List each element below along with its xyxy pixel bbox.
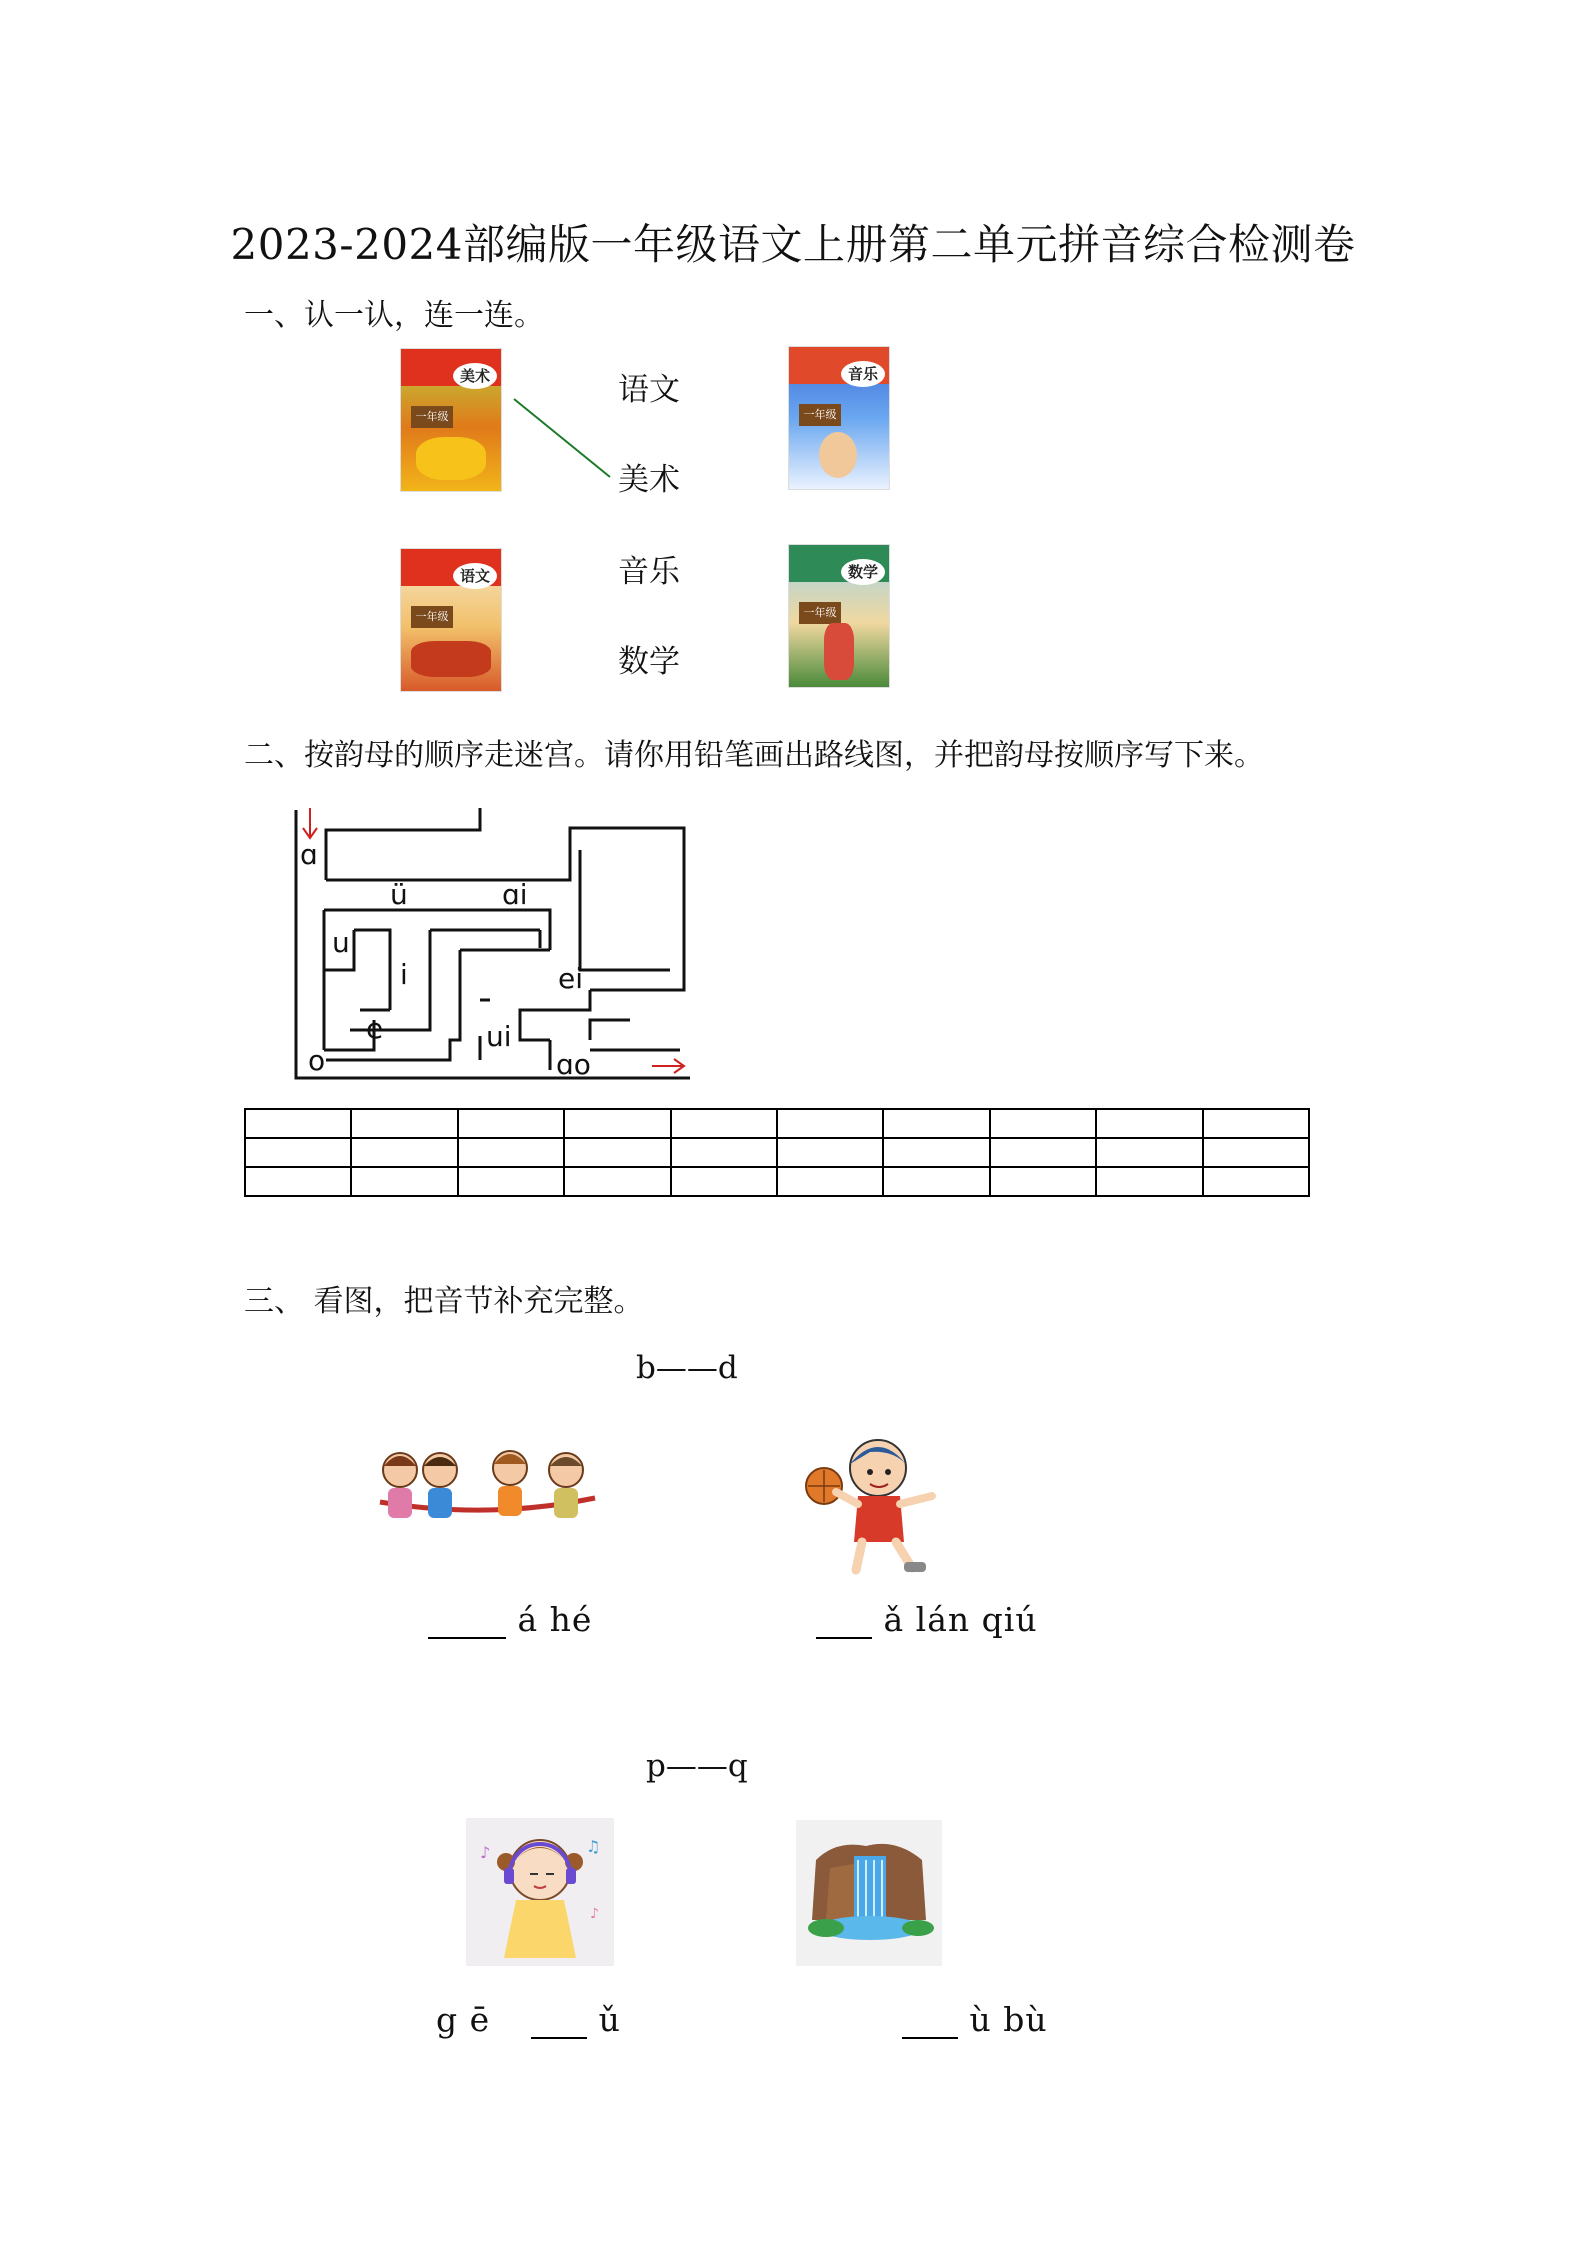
syllable-text: ǔ [598, 2000, 621, 2039]
book-title: 美术 [453, 363, 497, 389]
grid-cell[interactable] [990, 1138, 1096, 1167]
section3-heading: 三、 看图，把音节补充完整。 [244, 1284, 644, 1319]
grid-row [245, 1167, 1309, 1196]
syllable-item-4 [902, 2000, 1048, 2039]
word-yuwen: 语文 [618, 372, 680, 408]
svg-text:♪: ♪ [590, 1906, 599, 1922]
connecting-line [510, 395, 620, 485]
grid-cell[interactable] [1203, 1109, 1309, 1138]
book-title: 数学 [841, 559, 885, 585]
syllable-item-2 [816, 1600, 1038, 1639]
grid-cell[interactable] [351, 1138, 457, 1167]
syllable-prefix: g ē [436, 2000, 491, 2039]
grid-cell[interactable] [990, 1167, 1096, 1196]
word-meishu: 美术 [618, 462, 680, 498]
grid-cell[interactable] [351, 1167, 457, 1196]
maze-label: ɑ [300, 838, 318, 871]
book-cover-yuwen [400, 548, 502, 692]
book-grade: 一年级 [799, 404, 841, 426]
maze-label: ui [486, 1020, 512, 1053]
letter-pair-pq: p——q [646, 1748, 748, 1784]
fill-blank[interactable] [902, 2009, 958, 2039]
section2-heading: 二、按韵母的顺序走迷宫。请你用铅笔画出路线图，并把韵母按顺序写下来。 [244, 738, 1264, 773]
syllable-item-1 [428, 1600, 592, 1639]
letter-pair-bd: b——d [636, 1350, 738, 1386]
book-cover-meishu [400, 348, 502, 492]
section1-heading: 一、认一认，连一连。 [244, 298, 544, 333]
svg-text:♫: ♫ [586, 1837, 601, 1856]
maze [290, 800, 690, 1090]
grid-cell[interactable] [671, 1167, 777, 1196]
tug-of-war-illustration [370, 1440, 600, 1540]
fill-blank[interactable] [816, 1609, 872, 1639]
book-cover-yinyue [788, 346, 890, 490]
grid-cell[interactable] [245, 1167, 351, 1196]
book-grade: 一年级 [799, 602, 841, 624]
grid-cell[interactable] [458, 1167, 564, 1196]
maze-label: ɑi [502, 878, 528, 911]
grid-cell[interactable] [564, 1109, 670, 1138]
word-yinyue: 音乐 [618, 554, 680, 590]
basketball-boy-illustration [800, 1430, 940, 1578]
grid-cell[interactable] [245, 1138, 351, 1167]
fill-blank[interactable] [428, 1609, 506, 1639]
book-grade: 一年级 [411, 606, 453, 628]
book-grade: 一年级 [411, 406, 453, 428]
grid-cell[interactable] [777, 1138, 883, 1167]
grid-cell[interactable] [990, 1109, 1096, 1138]
word-shuxue: 数学 [618, 644, 680, 680]
maze-label: ü [390, 878, 408, 911]
grid-cell[interactable] [458, 1138, 564, 1167]
grid-row [245, 1109, 1309, 1138]
maze-label: i [400, 958, 408, 991]
waterfall-illustration [796, 1820, 942, 1966]
fill-blank[interactable] [531, 2009, 587, 2039]
grid-cell[interactable] [351, 1109, 457, 1138]
answer-grid [244, 1108, 1310, 1197]
maze-label: ei [558, 962, 584, 995]
syllable-item-3 [436, 2000, 621, 2039]
grid-cell[interactable] [1096, 1109, 1202, 1138]
maze-label: o [308, 1044, 326, 1077]
svg-text:♪: ♪ [480, 1843, 491, 1862]
maze-label: u [332, 926, 350, 959]
maze-label: ɑo [556, 1048, 591, 1081]
maze-label: e [366, 1012, 384, 1045]
grid-row [245, 1138, 1309, 1167]
syllable-text: ǎ lán qiú [883, 1600, 1038, 1639]
grid-cell[interactable] [1203, 1138, 1309, 1167]
grid-cell[interactable] [458, 1109, 564, 1138]
syllable-text: á hé [517, 1600, 593, 1639]
grid-cell[interactable] [245, 1109, 351, 1138]
grid-cell[interactable] [1096, 1138, 1202, 1167]
grid-cell[interactable] [671, 1109, 777, 1138]
book-cover-shuxue [788, 544, 890, 688]
grid-cell[interactable] [883, 1138, 989, 1167]
grid-cell[interactable] [883, 1109, 989, 1138]
grid-cell[interactable] [777, 1167, 883, 1196]
girl-singing-illustration [466, 1818, 614, 1966]
book-title: 语文 [453, 563, 497, 589]
grid-cell[interactable] [777, 1109, 883, 1138]
grid-cell[interactable] [564, 1138, 670, 1167]
grid-cell[interactable] [671, 1138, 777, 1167]
grid-cell[interactable] [1203, 1167, 1309, 1196]
book-title: 音乐 [841, 361, 885, 387]
grid-cell[interactable] [883, 1167, 989, 1196]
grid-cell[interactable] [1096, 1167, 1202, 1196]
syllable-text: ù bù [969, 2000, 1048, 2039]
page-title: 2023-2024部编版一年级语文上册第二单元拼音综合检测卷 [230, 220, 1356, 269]
grid-cell[interactable] [564, 1167, 670, 1196]
